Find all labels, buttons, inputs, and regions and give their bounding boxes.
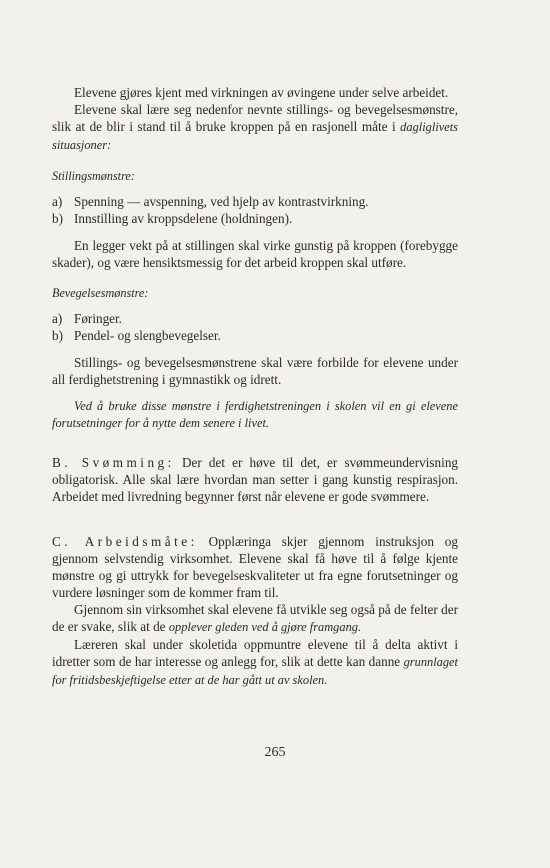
arbeidsmate-paragraph-3-italic: grunnlaget for fritidsbeskjeftigelse etter at de har gått ut av skolen.	[52, 655, 458, 687]
arbeidsmate-paragraph-3-text: Læreren skal under skoletida oppmuntre elevene til å delta aktivt i idretter som de har interesse og anlegg for, slik at dette kan danne	[52, 637, 458, 669]
list-marker: a)	[52, 194, 63, 209]
stillingsmonstre-heading: Stillingsmønstre:	[52, 169, 135, 183]
list-marker: b)	[52, 211, 63, 226]
list-item-text: Føringer.	[74, 311, 122, 326]
list-marker: b)	[52, 328, 63, 343]
arbeidsmate-label: C. Arbeidsmåte:	[52, 534, 198, 549]
arbeidsmate-paragraph-2	[52, 601, 458, 636]
svomming-section	[52, 454, 458, 505]
list-item-text: Spenning — avspenning, ved hjelp av kontrastvirkning.	[74, 194, 369, 209]
list-item	[52, 327, 458, 344]
list-item	[52, 193, 458, 210]
stillingsmonstre-paragraph: En legger vekt på at stillingen skal virke gunstig på kroppen (forebygge skader), og være hensiktsmessig for det arbeid kroppen skal utføre.	[52, 238, 458, 270]
list-item-text: Pendel- og slengbevegelser.	[74, 328, 221, 343]
bevegelsesmonstre-italic-paragraph: Ved å bruke disse mønstre i ferdighetstreningen i skolen vil en gi elevene forutsetninger for å nytte dem senere i livet.	[52, 399, 458, 430]
list-item-text: Innstilling av kroppsdelene (holdningen).	[74, 211, 293, 226]
arbeidsmate-paragraph-2-italic: opplever gleden ved å gjøre framgang.	[168, 620, 362, 634]
arbeidsmate-paragraph-2-text: Gjennom sin virksomhet skal elevene få utvikle seg også på de felter der de er svake, slik at de	[52, 602, 458, 634]
list-marker: a)	[52, 311, 63, 326]
intro-paragraph-2-text: Elevene skal lære seg nedenfor nevnte stillings- og bevegelsesmønstre, slik at de blir i stand til å bruke kroppen på en rasjonell måte i	[52, 102, 458, 134]
svomming-text: Der det er høve til det, er svømmeundervisning obligatorisk. Alle skal lære hvordan man setter i gang kunstig respirasjon. Arbeidet med livredning begynner først når elevene er gode svømmere.	[52, 455, 459, 504]
list-item	[52, 310, 458, 327]
bevegelsesmonstre-heading: Bevegelsesmønstre:	[52, 286, 149, 300]
arbeidsmate-text: Opplæringa skjer gjennom instruksjon og gjennom selvstendig virksomhet. Elevene skal få høve til å følge kjente mønstre og gi uttrykk for bevegelseskvaliteter ut fra egne forutsetninger og vurdere løsninger som de kommer fram til.	[52, 534, 458, 600]
list-item	[52, 210, 458, 227]
page-body	[52, 84, 458, 689]
svomming-label: B. Svømming:	[52, 455, 175, 470]
page-number: 265	[264, 745, 286, 760]
stillingsmonstre-list	[52, 193, 458, 227]
bevegelsesmonstre-paragraph: Stillings- og bevegelsesmønstrene skal være forbilde for elevene under all ferdighetstrening i gymnastikk og idrett.	[52, 355, 458, 387]
arbeidsmate-paragraph-3	[52, 636, 458, 689]
arbeidsmate-section	[52, 533, 458, 601]
intro-paragraph-1: Elevene gjøres kjent med virkningen av øvingene under selve arbeidet.	[74, 85, 449, 100]
intro-paragraph-2	[52, 101, 458, 154]
intro-paragraph-2-italic: dagliglivets situasjoner:	[52, 120, 458, 152]
bevegelsesmonstre-list	[52, 310, 458, 344]
